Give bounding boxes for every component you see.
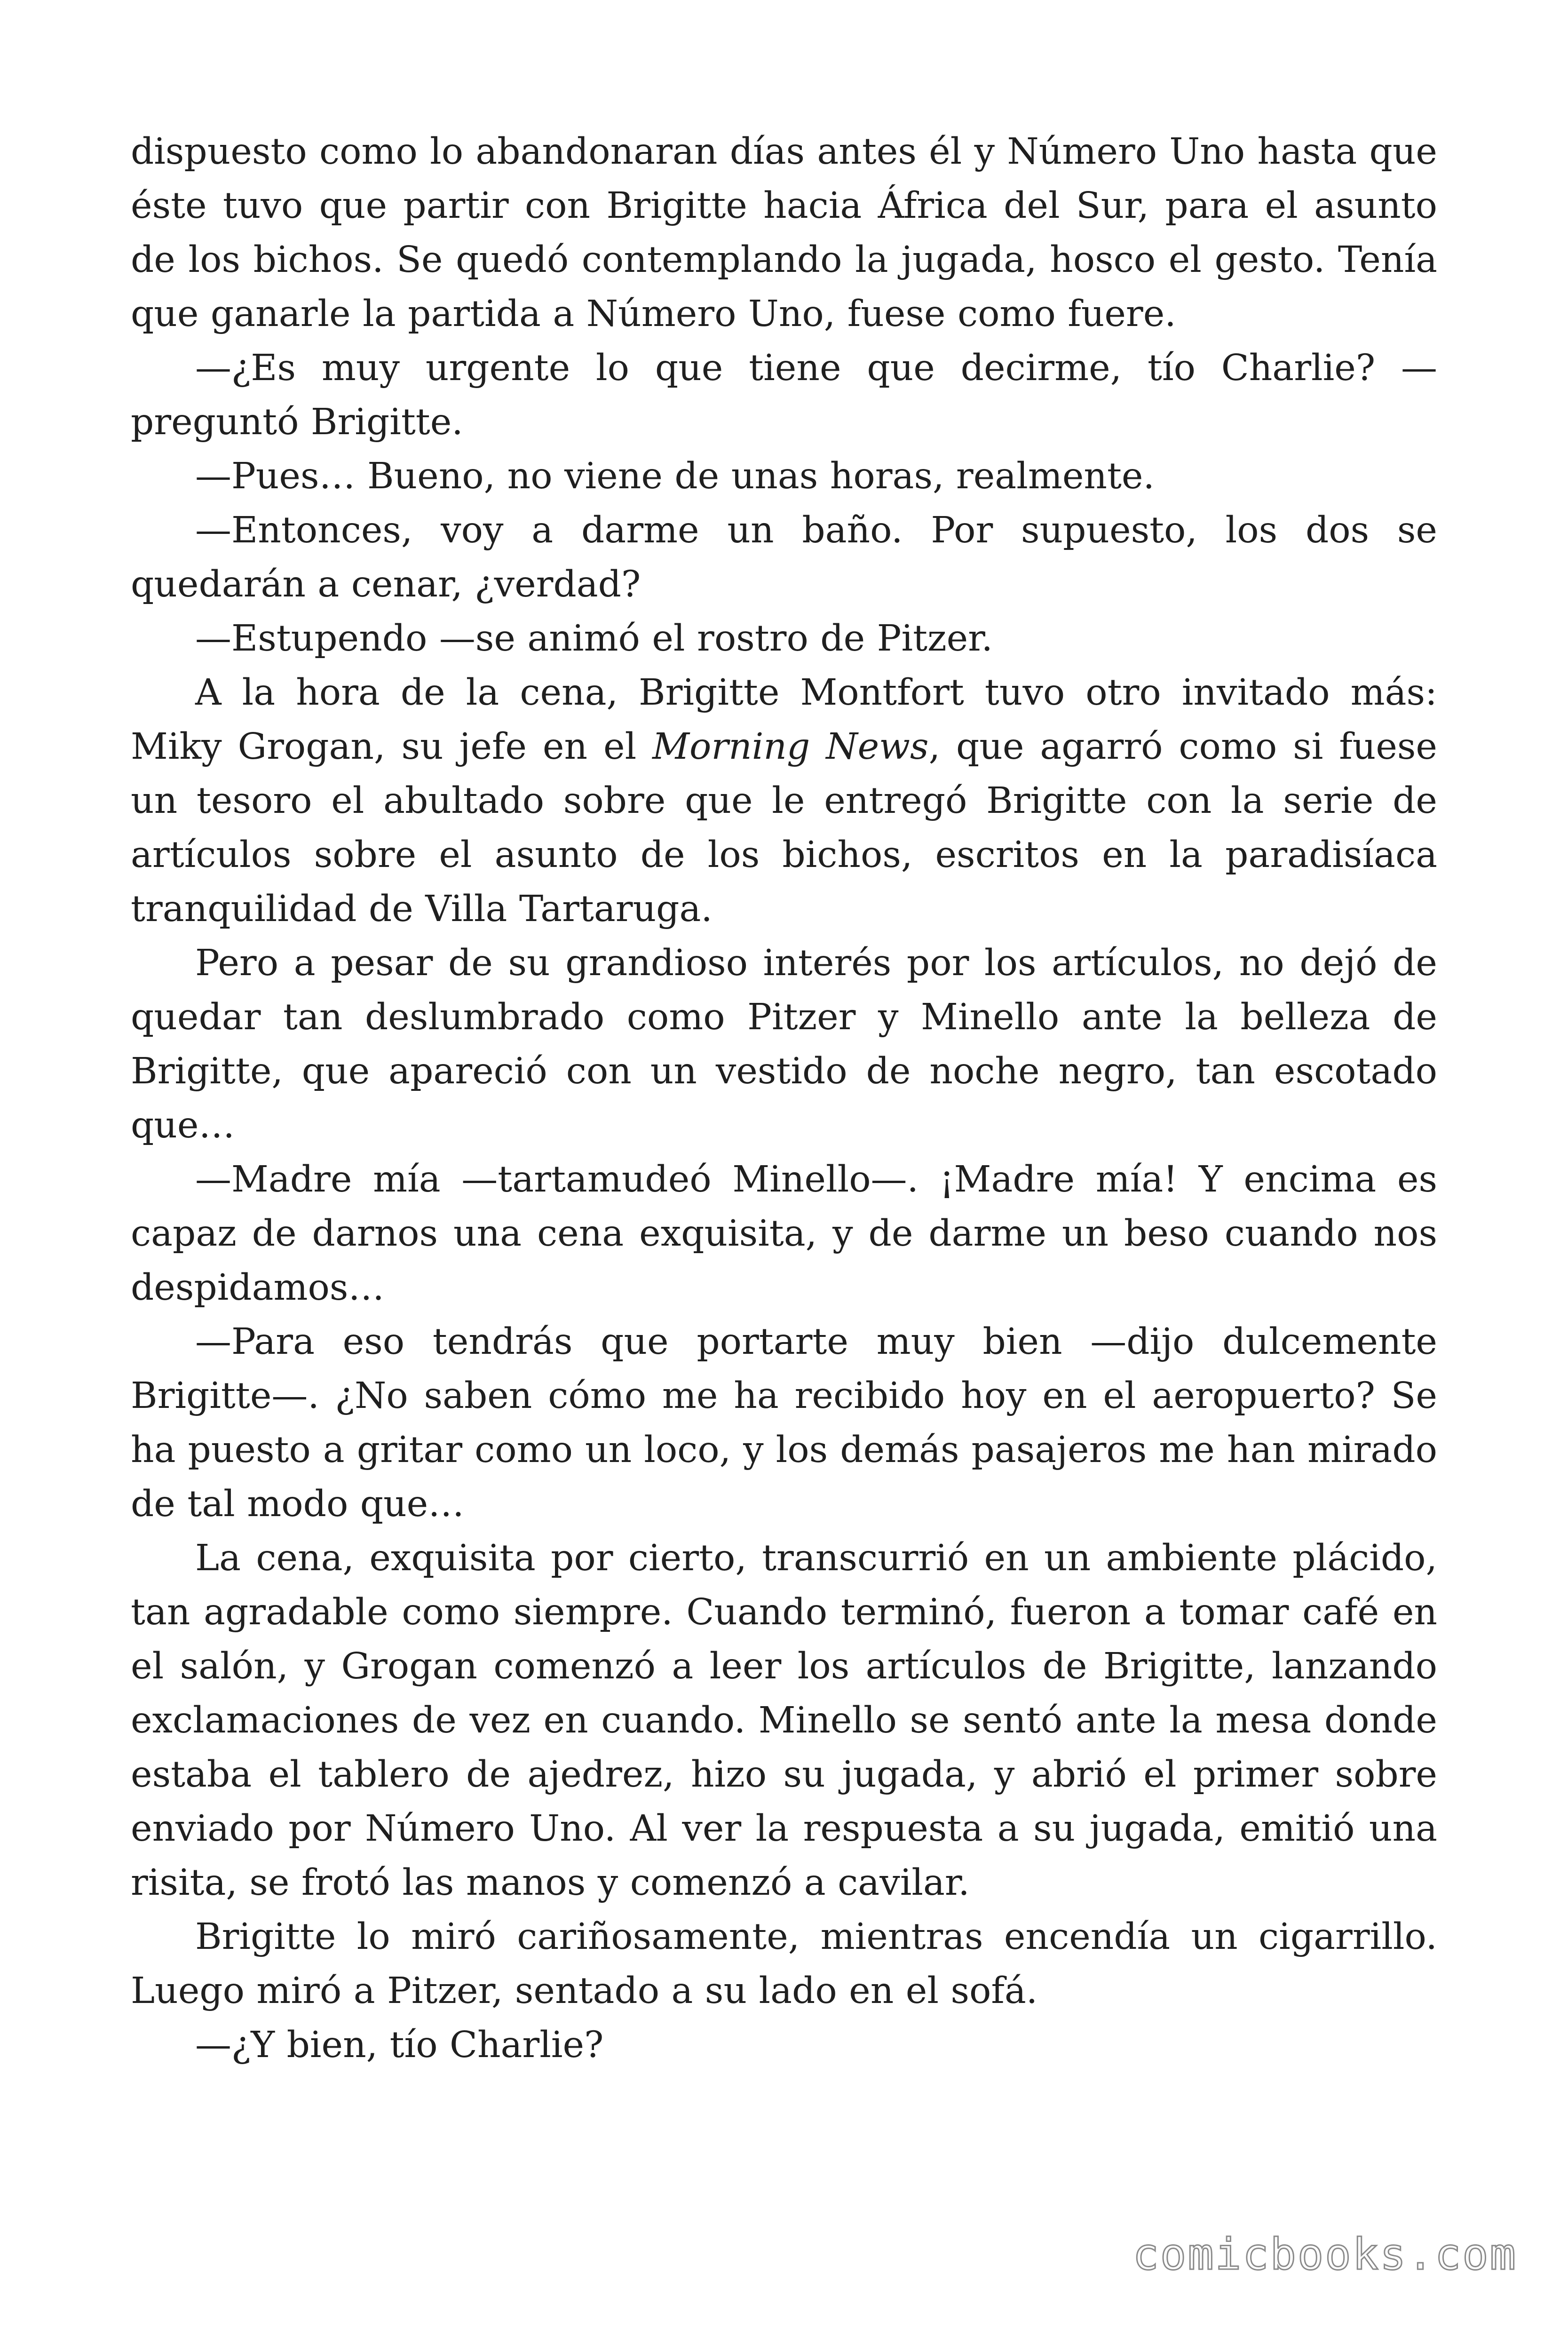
paragraph-7: Pero a pesar de su grandioso interés por los artículos, no dejó de quedar tan deslumbrado como Pitzer y Minello ante la belleza de Brigitte, que apareció con un vestido de noche negro, tan escotado que… — [131, 942, 1437, 1146]
paragraph-5: —Estupendo —se animó el rostro de Pitzer. — [195, 618, 993, 660]
paragraph-3: —Pues… Bueno, no viene de unas horas, realmente. — [195, 455, 1155, 497]
paragraph-12: —¿Y bien, tío Charlie? — [195, 2024, 604, 2066]
paragraph-9: —Para eso tendrás que portarte muy bien —dijo dulcemente Brigitte—. ¿No saben cómo me ha recibido hoy en el aeropuerto? Se ha puesto a gritar como un loco, y los demás pasajeros me han mirado de tal modo que… — [131, 1321, 1437, 1525]
paragraph-8: —Madre mía —tartamudeó Minello—. ¡Madre mía! Y encima es capaz de darnos una cena exquisita, y de darme un beso cuando nos despidamos… — [131, 1159, 1437, 1309]
book-page-text — [131, 125, 1437, 2072]
watermark-logo: comicbooks.com — [1132, 2229, 1517, 2280]
paragraph-6-end: , que agarró como si fuese un tesoro el abultado sobre que le entregó Brigitte con la serie de artículos sobre el asunto de los bichos, escritos en la paradisíaca tranquilidad de Villa Tartaruga. — [131, 726, 1437, 930]
paragraph-6 — [131, 666, 1437, 936]
newspaper-title: Morning News — [652, 726, 929, 768]
paragraph-11: Brigitte lo miró cariñosamente, mientras encendía un cigarrillo. Luego miró a Pitzer, sentado a su lado en el sofá. — [131, 1916, 1437, 2012]
paragraph-6-start: A la hora de la cena, Brigitte Montfort tuvo otro invitado más: Miky Grogan, su jefe en el — [131, 672, 1437, 768]
paragraph-4: —Entonces, voy a darme un baño. Por supuesto, los dos se quedarán a cenar, ¿verdad? — [131, 509, 1437, 605]
paragraph-1: dispuesto como lo abandonaran días antes él y Número Uno hasta que éste tuvo que partir con Brigitte hacia África del Sur, para el asunto de los bichos. Se quedó contemplando la jugada, hosco el gesto. Tenía que ganarle la partida a Número Uno, fuese como fuere. — [131, 131, 1437, 335]
paragraph-2: —¿Es muy urgente lo que tiene que decirme, tío Charlie? —preguntó Brigitte. — [131, 347, 1437, 443]
paragraph-10: La cena, exquisita por cierto, transcurrió en un ambiente plácido, tan agradable como siempre. Cuando terminó, fueron a tomar café en el salón, y Grogan comenzó a leer los artículos de Brigitte, lanzando exclamaciones de vez en cuando. Minello se sentó ante la mesa donde estaba el tablero de ajedrez, hizo su jugada, y abrió el primer sobre enviado por Número Uno. Al ver la respuesta a su jugada, emitió una risita, se frotó las manos y comenzó a cavilar. — [131, 1537, 1437, 1904]
